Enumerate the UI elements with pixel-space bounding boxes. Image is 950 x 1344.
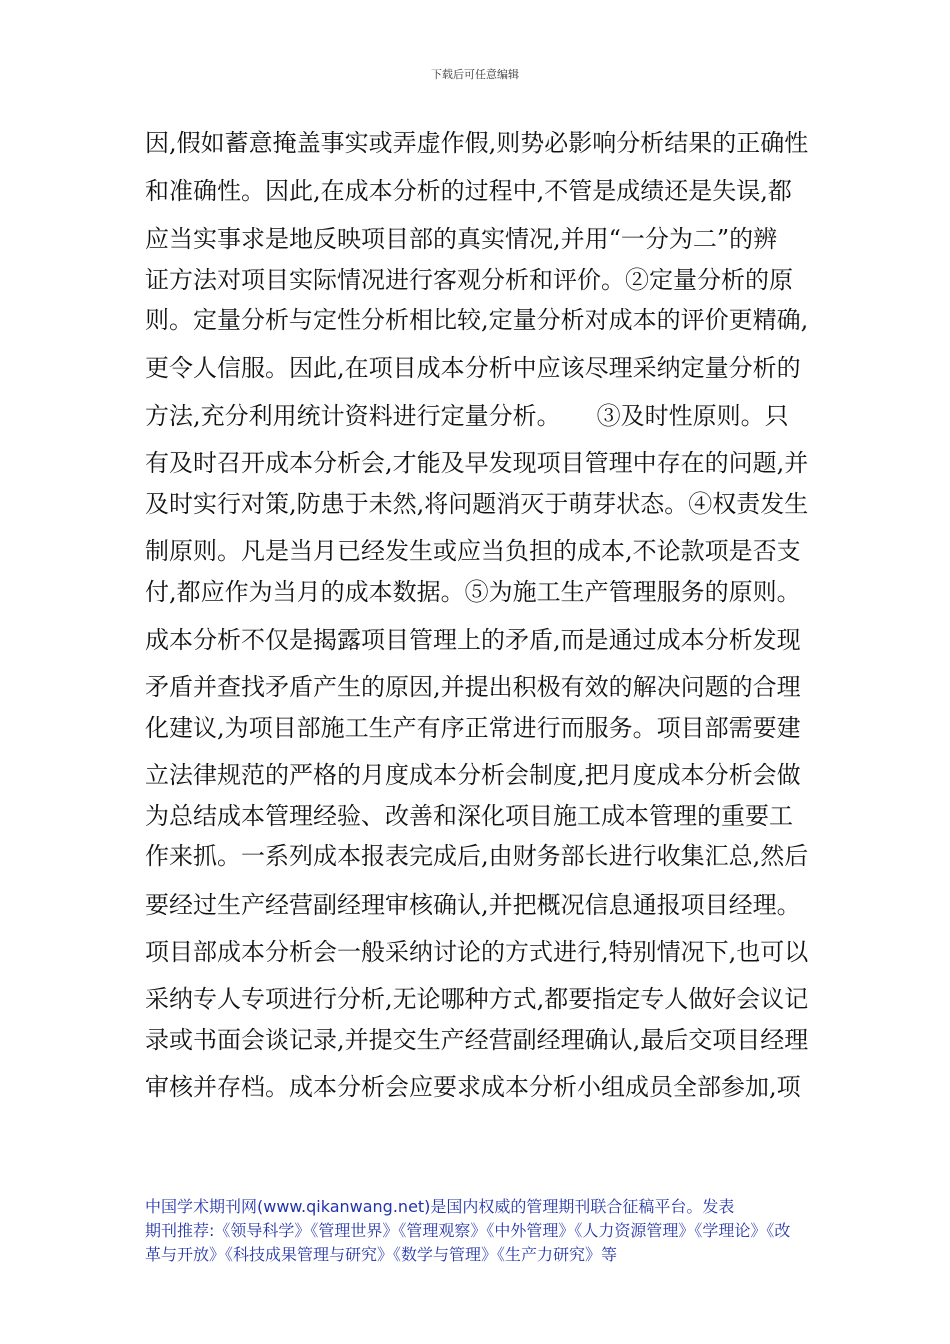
text-line: 则。定量分析与定性分析相比较,定量分析对成本的评价更精确,: [145, 306, 809, 334]
text-line: 应当实事求是地反映项目部的真实情况,并用“一分为二”的辨: [145, 225, 778, 253]
text-line: 及时实行对策,防患于未然,将问题消灭于萌芽状态。④权责发生: [145, 490, 809, 518]
text-line: 因,假如蓄意掩盖事实或弄虚作假,则势必影响分析结果的正确性: [145, 129, 809, 157]
text-line: 审核并存档。成本分析会应要求成本分析小组成员全部参加,项: [145, 1073, 801, 1101]
text-line: 作来抓。一系列成本报表完成后,由财务部长进行收集汇总,然后: [145, 842, 809, 870]
text-line: 为总结成本管理经验、改善和深化项目施工成本管理的重要工: [145, 802, 793, 830]
text-line: 项目部成本分析会一般采纳讨论的方式进行,特别情况下,也可以: [145, 938, 809, 966]
footer-line: 革与开放》《科技成果管理与研究》《数学与管理》《生产力研究》等: [145, 1245, 618, 1264]
page-header-note: 下载后可任意编辑: [431, 68, 519, 81]
text-line: 立法律规范的严格的月度成本分析会制度,把月度成本分析会做: [145, 761, 801, 789]
text-line: 要经过生产经营副经理审核确认,并把概况信息通报项目经理。: [145, 891, 801, 919]
text-line: 更令人信服。因此,在项目成本分析中应该尽理采纳定量分析的: [145, 354, 801, 382]
text-line: 采纳专人专项进行分析,无论哪种方式,都要指定专人做好会议记: [145, 985, 809, 1013]
text-line: 化建议,为项目部施工生产有序正常进行而服务。项目部需要建: [145, 714, 801, 742]
text-line: 成本分析不仅是揭露项目管理上的矛盾,而是通过成本分析发现: [145, 626, 801, 654]
text-line: 有及时召开成本分析会,才能及早发现项目管理中存在的问题,并: [145, 449, 809, 477]
footer-line: 期刊推荐:《领导科学》《管理世界》《管理观察》《中外管理》《人力资源管理》《学理论》《改: [145, 1221, 791, 1240]
text-line: 证方法对项目实际情况进行客观分析和评价。②定量分析的原: [145, 266, 793, 294]
footer-line: 中国学术期刊网(www.qikanwang.net)是国内权威的管理期刊联合征稿平台。发表: [145, 1197, 735, 1216]
text-line: 付,都应作为当月的成本数据。⑤为施工生产管理服务的原则。: [145, 578, 801, 606]
text-line: 和准确性。因此,在成本分析的过程中,不管是成绩还是失误,都: [145, 177, 792, 205]
text-line: 矛盾并查找矛盾产生的原因,并提出积极有效的解决问题的合理: [145, 673, 801, 701]
text-line: 录或书面会谈记录,并提交生产经营副经理确认,最后交项目经理: [145, 1026, 809, 1054]
text-line: 制原则。凡是当月已经发生或应当负担的成本,不论款项是否支: [145, 537, 801, 565]
text-line: 方法,充分利用统计资料进行定量分析。 ③及时性原则。只: [145, 402, 789, 430]
